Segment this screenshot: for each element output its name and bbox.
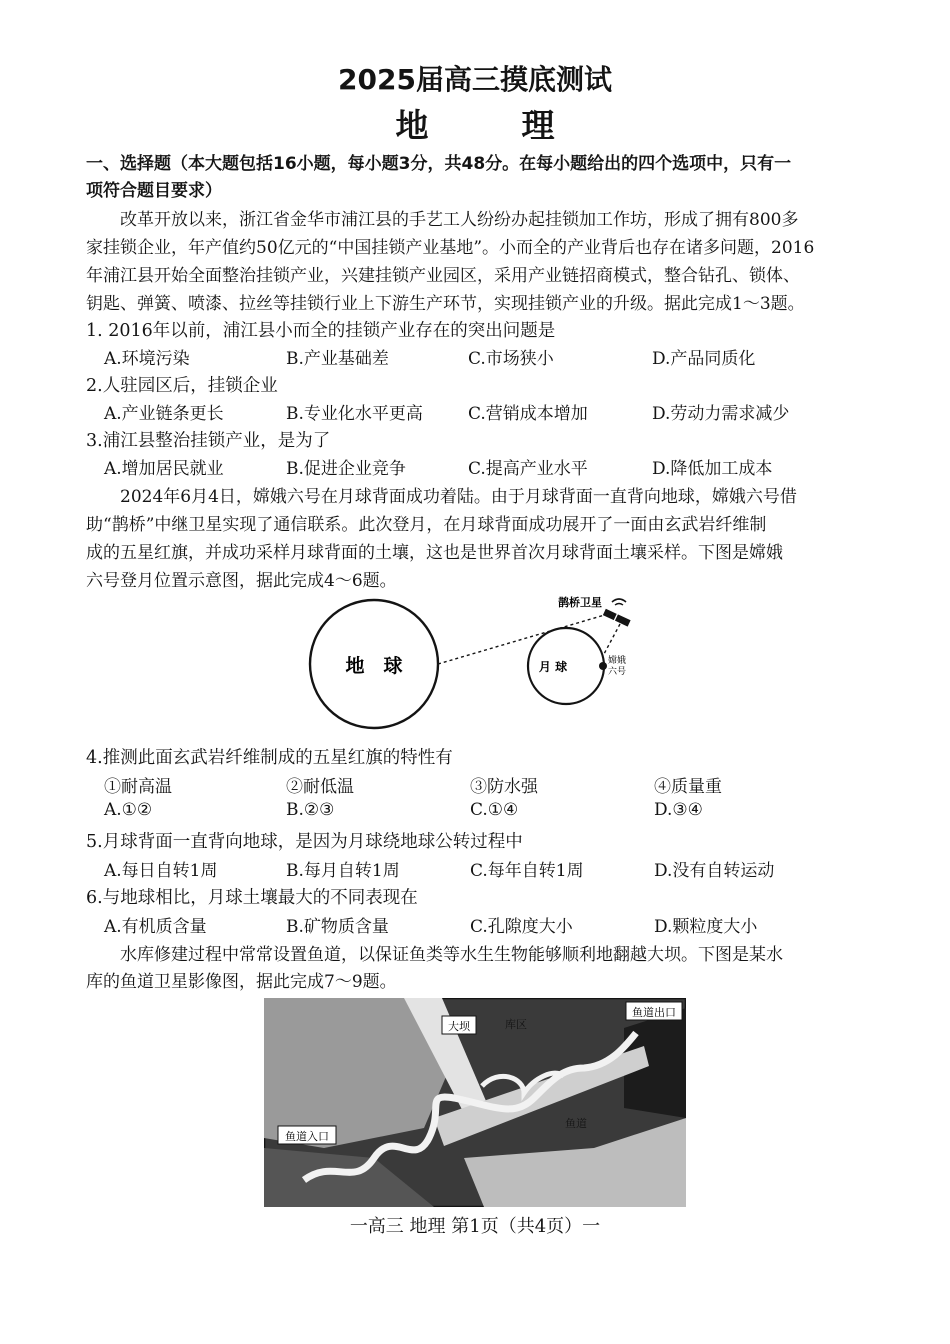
q4-option-a: A.①② [104, 800, 153, 820]
q3-option-b: B.促进企业竞争 [286, 459, 406, 479]
passage1-line: 年浦江县开始全面整治挂锁产业，兴建挂锁产业园区，采用产业链招商模式，整合钻孔、锁体、 [86, 266, 800, 286]
passage3-line: 水库修建过程中常常设置鱼道，以保证鱼类等水生生物能够顺利地翻越大坝。下图是某水 [86, 945, 783, 965]
q4-option-b: B.②③ [286, 800, 335, 820]
subject-title: 地 理 [395, 106, 585, 145]
earth-label: 地 球 [345, 655, 403, 677]
earth-moon-diagram [290, 590, 670, 740]
question-4-stem: 4.推测此面玄武岩纤维制成的五星红旗的特性有 [86, 748, 453, 768]
passage2-line: 2024年6月4日，嫦娥六号在月球背面成功着陆。由于月球背面一直背向地球，嫦娥六号借 [86, 487, 797, 507]
satellite-icon [603, 599, 631, 627]
earth-relay-link [438, 614, 608, 664]
q1-option-d: D.产品同质化 [652, 349, 756, 369]
section-heading-line1: 一、选择题（本大题包括16小题，每小题3分，共48分。在每小题给出的四个选项中，只有一 [86, 154, 792, 174]
reservoir-label: 库区 [505, 1018, 527, 1031]
entrance-label: 鱼道入口 [285, 1130, 329, 1143]
q2-option-c: C.营销成本增加 [468, 404, 588, 424]
dam-label: 大坝 [448, 1020, 470, 1033]
exit-label: 鱼道出口 [632, 1006, 676, 1019]
q2-option-b: B.专业化水平更高 [286, 404, 423, 424]
q6-option-b: B.矿物质含量 [286, 917, 389, 937]
fishway-satellite-image [264, 998, 686, 1207]
passage1-line: 钥匙、弹簧、喷漆、拉丝等挂锁行业上下游生产环节，实现挂锁产业的升级。据此完成1～3题。 [86, 294, 805, 314]
passage2-line: 六号登月位置示意图，据此完成4～6题。 [86, 571, 397, 591]
q1-option-b: B.产业基础差 [286, 349, 389, 369]
q5-option-d: D.没有自转运动 [654, 861, 775, 881]
exam-title: 2025届高三摸底测试 [338, 63, 612, 96]
moon-label: 月 球 [538, 660, 568, 674]
q6-option-a: A.有机质含量 [104, 917, 207, 937]
passage1-line: 家挂锁企业，年产值约50亿元的“中国挂锁产业基地”。小而全的产业背后也存在诸多问题，2016 [86, 238, 815, 258]
probe-label-line1: 嫦娥 [608, 656, 627, 666]
page-footer: 一高三 地理 第1页（共4页）一 [349, 1216, 601, 1237]
q4-item-3: ③防水强 [470, 777, 538, 797]
fishway-label: 鱼道 [565, 1117, 587, 1130]
q6-option-c: C.孔隙度大小 [470, 917, 573, 937]
q4-item-1: ①耐高温 [104, 777, 172, 797]
q5-option-a: A.每日自转1周 [104, 861, 218, 881]
question-1-stem: 1. 2016年以前，浦江县小而全的挂锁产业存在的突出问题是 [86, 321, 556, 341]
q3-option-a: A.增加居民就业 [104, 459, 224, 479]
passage1-line: 改革开放以来，浙江省金华市浦江县的手艺工人纷纷办起挂锁加工作坊，形成了拥有800多 [86, 210, 799, 230]
question-3-stem: 3.浦江县整治挂锁产业，是为了 [86, 431, 331, 451]
q6-option-d: D.颗粒度大小 [654, 917, 758, 937]
relay-probe-link [604, 624, 620, 654]
passage2-line: 成的五星红旗，并成功采样月球背面的土壤，这也是世界首次月球背面土壤采样。下图是嫦娥 [86, 543, 783, 563]
passage2-line: 助“鹊桥”中继卫星实现了通信联系。此次登月，在月球背面成功展开了一面由玄武岩纤维制 [86, 515, 767, 535]
question-2-stem: 2.人驻园区后，挂锁企业 [86, 376, 278, 396]
question-6-stem: 6.与地球相比，月球土壤最大的不同表现在 [86, 888, 418, 908]
question-5-stem: 5.月球背面一直背向地球，是因为月球绕地球公转过程中 [86, 832, 523, 852]
q3-option-d: D.降低加工成本 [652, 459, 773, 479]
q1-option-a: A.环境污染 [104, 349, 190, 369]
q2-option-d: D.劳动力需求减少 [652, 404, 790, 424]
q1-option-c: C.市场狭小 [468, 349, 554, 369]
q4-item-4: ④质量重 [654, 777, 722, 797]
passage3-line: 库的鱼道卫星影像图，据此完成7～9题。 [86, 972, 397, 992]
q4-option-c: C.①④ [470, 800, 519, 820]
section-heading-line2: 项符合题目要求） [86, 181, 222, 201]
q5-option-c: C.每年自转1周 [470, 861, 584, 881]
probe-marker [599, 662, 607, 670]
probe-label-line2: 六号 [608, 667, 627, 677]
q4-item-2: ②耐低温 [286, 777, 354, 797]
satellite-label: 鹊桥卫星 [558, 596, 602, 609]
q2-option-a: A.产业链条更长 [104, 404, 224, 424]
q5-option-b: B.每月自转1周 [286, 861, 400, 881]
q4-option-d: D.③④ [654, 800, 703, 820]
q3-option-c: C.提高产业水平 [468, 459, 588, 479]
